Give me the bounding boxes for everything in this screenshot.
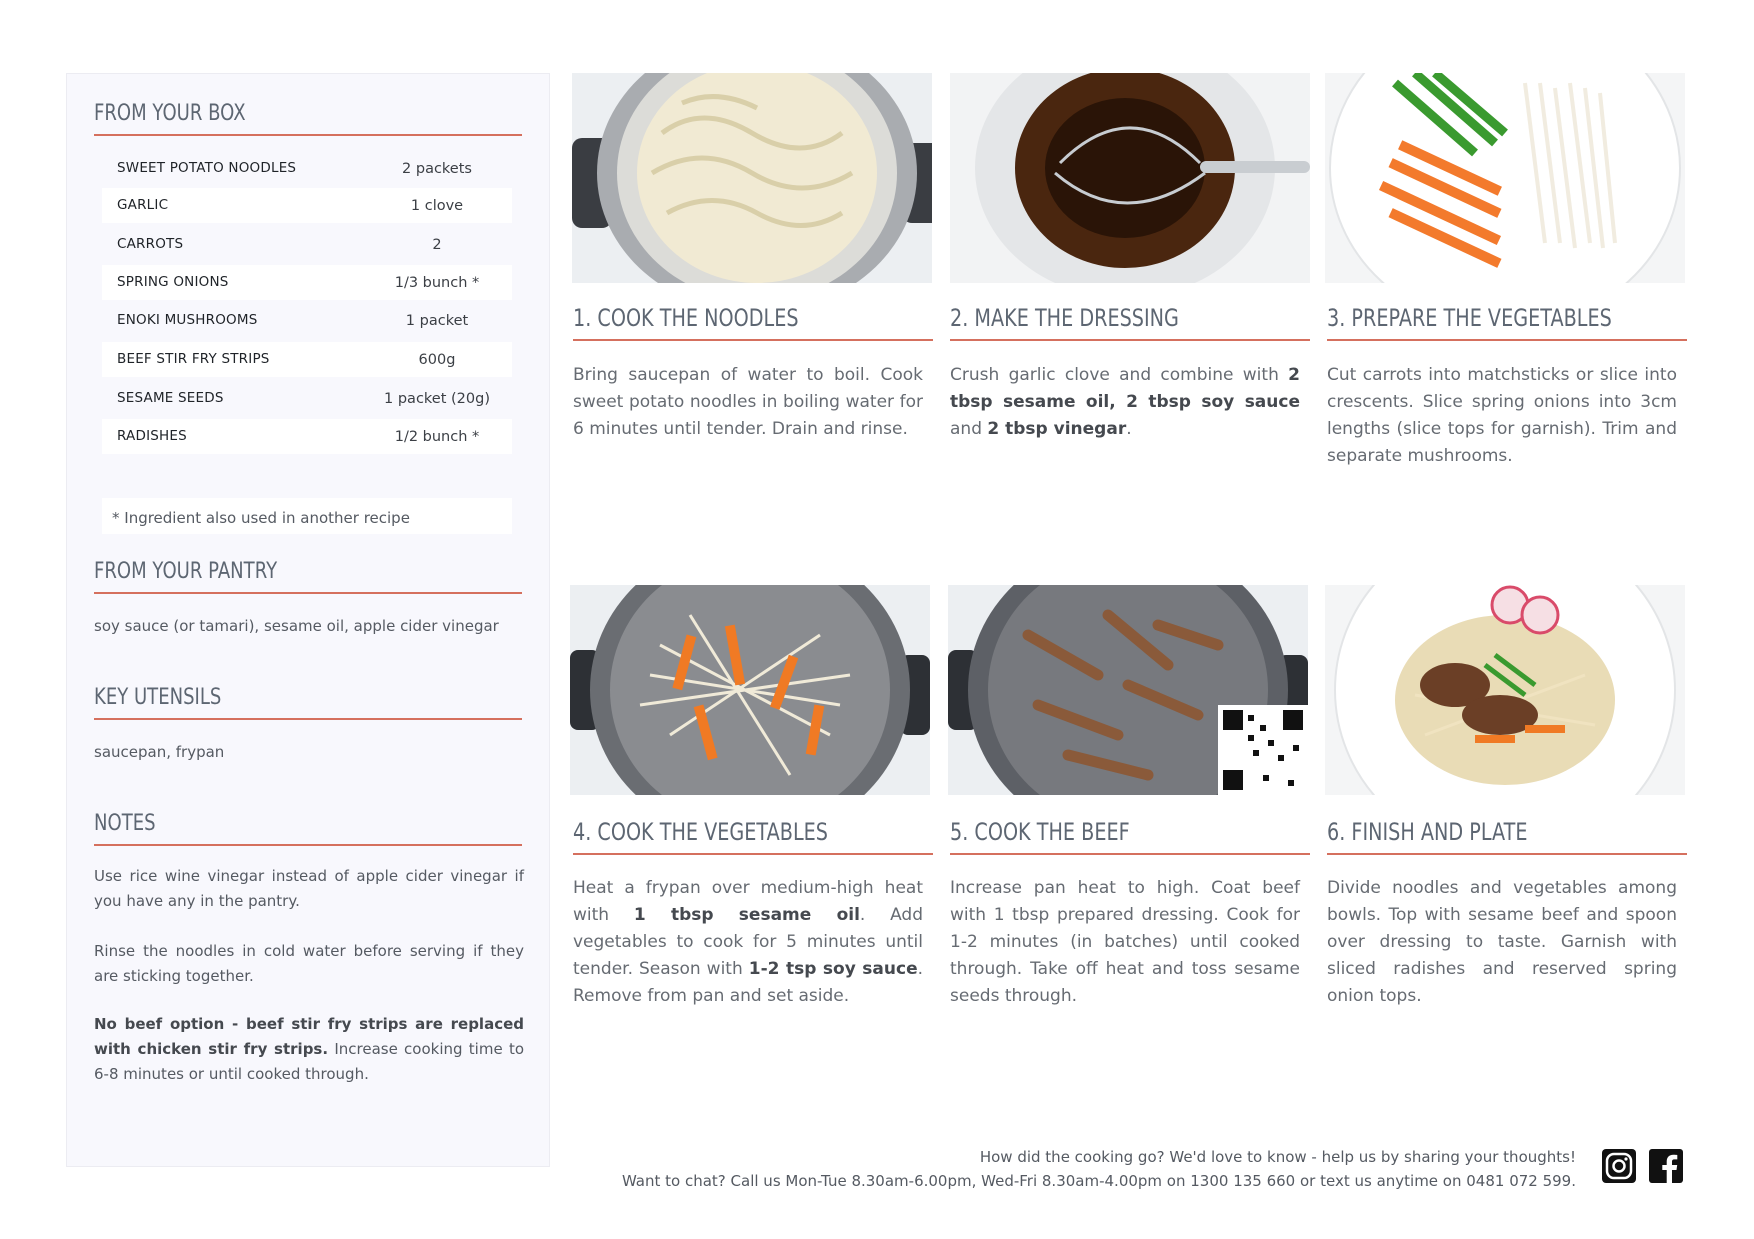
heading-rule [94, 844, 522, 846]
feedback-line: How did the cooking go? We'd love to know - help us by sharing your thoughts! [979, 1148, 1576, 1166]
ingredient-row [102, 303, 512, 338]
ingredient-name: CARROTS [117, 236, 184, 252]
step-text-bold: 1 tbsp sesame oil [633, 905, 860, 925]
ingredient-row [102, 265, 512, 300]
step-rule [950, 853, 1310, 855]
contact-line: Want to chat? Call us Mon-Tue 8.30am-6.00pm, Wed-Fri 8.30am-4.00pm on 1300 135 660 or text us anytime on 0481 072 599. [621, 1172, 1576, 1190]
dressing-bowl-photo [950, 73, 1310, 283]
step-text-part: . Add vegetables to cook for 5 minutes until tender. Season with [573, 905, 923, 979]
ingredient-row [102, 151, 512, 186]
step-1-text [573, 362, 923, 443]
ingredient-qty: 600g [418, 352, 456, 368]
step-6-title: 6. FINISH AND PLATE [1327, 818, 1528, 846]
note-2: Rinse the noodles in cold water before serving if they are sticking together. [94, 942, 524, 985]
key-utensils-heading: KEY UTENSILS [94, 685, 222, 710]
ingredient-name: ENOKI MUSHROOMS [117, 312, 258, 328]
facebook-icon[interactable] [1648, 1148, 1684, 1184]
step-3-title: 3. PREPARE THE VEGETABLES [1327, 304, 1612, 332]
plated-dish-photo [1325, 585, 1685, 795]
step-rule [573, 339, 933, 341]
ingredient-row [102, 227, 512, 262]
vegetables-frypan-photo [570, 585, 930, 795]
ingredient-row [102, 342, 512, 377]
ingredient-name: SWEET POTATO NOODLES [117, 160, 297, 176]
step-rule [1327, 339, 1687, 341]
ingredient-qty: 1/3 bunch * [394, 275, 480, 291]
step-4-title: 4. COOK THE VEGETABLES [573, 818, 828, 846]
step-5-title: 5. COOK THE BEEF [950, 818, 1130, 846]
step-text-part: . [1126, 419, 1132, 439]
step-5-text [950, 875, 1300, 1010]
ingredient-qty: 1 packet (20g) [384, 391, 490, 407]
step-text-part: Bring saucepan of water to boil. Cook sweet potato noodles in boiling water for 6 minutes until tender. Drain and rinse. [573, 365, 923, 439]
heading-rule [94, 134, 522, 136]
step-4-text [573, 875, 923, 1010]
heading-rule [94, 718, 522, 720]
step-text-part: Crush garlic clove and combine with [950, 365, 1289, 385]
step-text-part: . Remove from pan and set aside. [573, 959, 923, 1006]
instagram-icon[interactable] [1601, 1148, 1637, 1184]
note-3-rest: Increase cooking time to 6-8 minutes or until cooked through. [94, 1040, 524, 1083]
noodles-in-colander-photo [572, 73, 932, 283]
ingredient-row [102, 381, 512, 416]
step-rule [1327, 853, 1687, 855]
step-2-title: 2. MAKE THE DRESSING [950, 304, 1179, 332]
step-6-text [1327, 875, 1677, 1010]
step-1-title: 1. COOK THE NOODLES [573, 304, 799, 332]
step-text-part: Heat a frypan over medium-high heat with [573, 878, 923, 925]
step-text-part: Increase pan heat to high. Coat beef with 1 tbsp prepared dressing. Cook for 1-2 minutes (in batches) until cooked through. Take off heat and toss sesame seeds through. [950, 878, 1300, 1006]
step-2-text [950, 362, 1300, 443]
ingredient-name: SPRING ONIONS [117, 274, 229, 290]
ingredient-qty: 1 packet [405, 313, 469, 329]
ingredient-name: SESAME SEEDS [117, 390, 224, 406]
note-3 [94, 1012, 524, 1087]
ingredient-row [102, 419, 512, 454]
ingredient-qty: 1 clove [410, 198, 464, 214]
footnote-box [102, 498, 512, 534]
step-text-part: Divide noodles and vegetables among bowls. Top with sesame beef and spoon over dressing to taste. Garnish with sliced radishes and reserved spring onion tops. [1327, 878, 1677, 1006]
step-rule [573, 853, 933, 855]
note-3-bold: No beef option - beef stir fry strips are replaced with chicken stir fry strips. [94, 1015, 524, 1058]
ingredients-panel [66, 73, 550, 1167]
pantry-text: soy sauce (or tamari), sesame oil, apple cider vinegar [94, 617, 499, 635]
step-rule [950, 339, 1310, 341]
step-text-bold: 1-2 tsp soy sauce [748, 959, 918, 979]
utensils-text: saucepan, frypan [94, 743, 225, 761]
ingredient-qty: 1/2 bunch * [394, 429, 480, 445]
ingredient-row [102, 188, 512, 223]
from-your-box-heading: FROM YOUR BOX [94, 101, 246, 126]
heading-rule [94, 592, 522, 594]
step-text-bold: 2 tbsp vinegar [987, 419, 1127, 439]
vegetables-plate-photo [1325, 73, 1685, 283]
ingredient-qty: 2 packets [402, 161, 472, 177]
ingredient-name: BEEF STIR FRY STRIPS [117, 351, 270, 367]
footnote-text: * Ingredient also used in another recipe [112, 509, 410, 527]
step-text-part: and [950, 419, 988, 439]
step-text-bold: 2 tbsp sesame oil, 2 tbsp soy sauce [950, 365, 1300, 412]
ingredient-name: RADISHES [117, 428, 187, 444]
ingredient-name: GARLIC [117, 197, 169, 213]
ingredient-qty: 2 [432, 237, 442, 253]
note-1: Use rice wine vinegar instead of apple cider vinegar if you have any in the pantry. [94, 867, 524, 910]
step-text-part: Cut carrots into matchsticks or slice into crescents. Slice spring onions into 3cm lengths (slice tops for garnish). Trim and separate mushrooms. [1327, 365, 1677, 466]
notes-heading: NOTES [94, 811, 156, 836]
beef-frypan-photo [948, 585, 1308, 795]
from-your-pantry-heading: FROM YOUR PANTRY [94, 559, 278, 584]
step-3-text [1327, 362, 1677, 470]
